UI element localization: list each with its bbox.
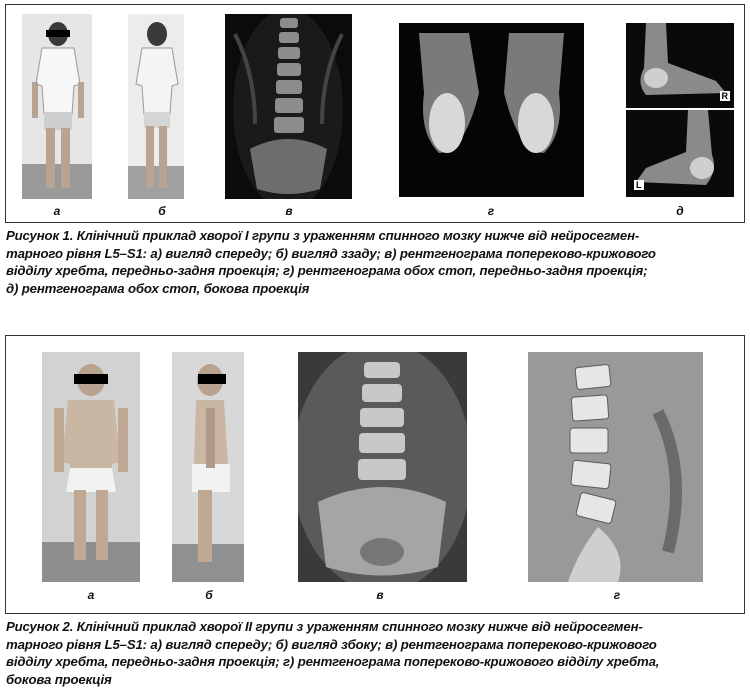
foot-xray-lateral-right-icon xyxy=(626,23,734,108)
figure-2-label-b: б xyxy=(205,588,213,602)
figure-1-label-d: д xyxy=(676,204,684,218)
spine-xray-lateral-icon xyxy=(528,352,703,582)
figure-1-panel-b xyxy=(128,14,184,199)
child-front-photo-icon xyxy=(22,14,92,199)
child-back-photo-icon xyxy=(128,14,184,199)
figure-1-label-a: а xyxy=(53,204,61,218)
caption-line: Рисунок 2. Клінічний приклад хворої ІІ групи з ураженням спинного мозку нижче від нейросегмен- xyxy=(6,619,643,634)
figure-2-panel-a xyxy=(42,352,140,582)
figure-1-frame xyxy=(5,4,745,223)
figure-1-label-g: г xyxy=(487,204,495,218)
foot-marker-r: R xyxy=(721,91,728,101)
feet-xray-ap-icon xyxy=(399,23,584,197)
figure-2-panel-g xyxy=(528,352,703,582)
figure-1-panel-d-top xyxy=(626,23,734,108)
foot-marker-l: L xyxy=(636,180,642,190)
spine-xray-ap-icon xyxy=(225,14,352,199)
figure-2-label-a: а xyxy=(87,588,95,602)
child-side-photo-icon xyxy=(172,352,244,582)
figure-2-caption xyxy=(6,618,746,688)
spine-xray-ap-icon xyxy=(298,352,467,582)
figure-2-frame xyxy=(5,335,745,614)
caption-line: відділу хребта, передньо-задня проекція; г) рентгенограма обох стоп, передньо-задня проекція; xyxy=(6,263,648,278)
caption-line: бокова проекція xyxy=(6,671,112,687)
figure-2-panel-v xyxy=(298,352,467,582)
figure-2-label-g: г xyxy=(613,588,621,602)
figure-2-panel-b xyxy=(172,352,244,582)
child-front-photo-icon xyxy=(42,352,140,582)
figure-1-label-v: в xyxy=(285,204,293,218)
figure-1-panel-a xyxy=(22,14,92,199)
caption-line: Рисунок 1. Клінічний приклад хворої І групи з ураженням спинного мозку нижче від нейросегмен- xyxy=(6,228,640,243)
caption-line: відділу хребта, передньо-задня проекція; г) рентгенограма попереково-крижового відділу хребта, xyxy=(6,654,660,669)
caption-line: д) рентгенограма обох стоп, бокова проекція xyxy=(6,280,310,296)
figure-1-panel-d-bottom xyxy=(626,110,734,197)
figure-1-label-b: б xyxy=(158,204,166,218)
figure-1-panel-g xyxy=(399,23,584,197)
figure-1-caption xyxy=(6,227,746,297)
caption-line: тарного рівня L5–S1: а) вигляд спереду; б) вигляд збоку; в) рентгенограма попереково-крижового xyxy=(6,636,657,652)
caption-line: тарного рівня L5–S1: а) вигляд спереду; б) вигляд ззаду; в) рентгенограма попереково-крижового xyxy=(6,245,656,261)
figure-1-panel-v xyxy=(225,14,352,199)
figure-2-label-v: в xyxy=(376,588,384,602)
